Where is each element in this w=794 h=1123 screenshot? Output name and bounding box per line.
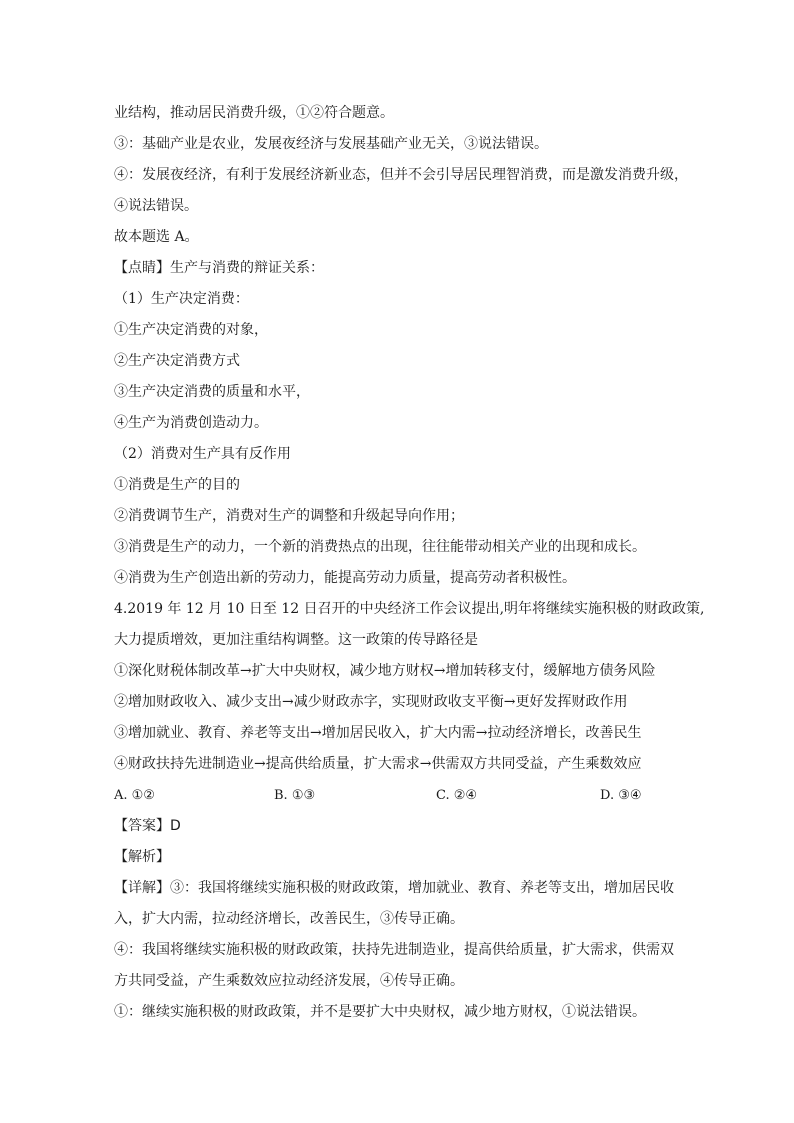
question-item: ③增加就业、教育、养老等支出→增加居民收入，扩大内需→拉动经济增长，改善民生 xyxy=(114,725,642,741)
analysis-line: 【详解】③：我国将继续实施积极的财政政策，增加就业、教育、养老等支出，增加居民收 xyxy=(114,880,674,896)
question-stem: 大力提质增效，更加注重结构调整。这一政策的传导路径是 xyxy=(114,632,478,648)
analysis-line: ④：我国将继续实施积极的财政政策，扶持先进制造业，提高供给质量，扩大需求，供需双 xyxy=(114,942,674,958)
document-page xyxy=(114,98,704,1028)
text-line: ③：基础产业是农业，发展夜经济与发展基础产业无关，③说法错误。 xyxy=(114,136,548,152)
question-item: ②增加财政收入、减少支出→减少财政赤字，实现财政收支平衡→更好发挥财政作用 xyxy=(114,694,628,710)
text-line: 故本题选 A。 xyxy=(114,229,199,245)
text-line: 业结构，推动居民消费升级，①②符合题意。 xyxy=(114,105,394,121)
text-line: ①生产决定消费的对象， xyxy=(114,322,268,338)
question-item: ①深化财税体制改革→扩大中央财权，减少地方财权→增加转移支付，缓解地方债务风险 xyxy=(114,663,656,679)
analysis-line: 入，扩大内需，拉动经济增长，改善民生，③传导正确。 xyxy=(114,911,464,927)
text-line: ①消费是生产的目的 xyxy=(114,477,240,493)
answer-options xyxy=(114,780,704,811)
text-line: ③生产决定消费的质量和水平， xyxy=(114,384,310,400)
question-item: ④财政扶持先进制造业→提高供给质量，扩大需求→供需双方共同受益，产生乘数效应 xyxy=(114,756,642,772)
analysis-label: 【解析】 xyxy=(114,849,170,865)
text-line: ④生产为消费创造动力。 xyxy=(114,415,268,431)
comment-heading: 【点睛】生产与消费的辩证关系： xyxy=(114,260,324,276)
text-line: （1）生产决定消费： xyxy=(114,291,249,307)
option-a: A. ①② xyxy=(114,788,155,803)
analysis-line: ①：继续实施积极的财政政策，并不是要扩大中央财权，减少地方财权，①说法错误。 xyxy=(114,1004,646,1020)
answer-label: 【答案】D xyxy=(114,818,181,834)
text-line: ②消费调节生产，消费对生产的调整和升级起导向作用； xyxy=(114,508,464,524)
text-line: ②生产决定消费方式 xyxy=(114,353,240,369)
text-line: ④：发展夜经济，有利于发展经济新业态，但并不会引导居民理智消费，而是激发消费升级， xyxy=(114,167,688,183)
text-line: ④消费为生产创造出新的劳动力，能提高劳动力质量，提高劳动者积极性。 xyxy=(114,570,576,586)
text-line: （2）消费对生产具有反作用 xyxy=(114,446,291,462)
option-c: C. ②④ xyxy=(436,788,478,803)
analysis-line: 方共同受益，产生乘数效应拉动经济发展，④传导正确。 xyxy=(114,973,464,989)
question-stem: 4.2019 年 12 月 10 日至 12 日召开的中央经济工作会议提出,明年将继续实施积极的财政政策, xyxy=(114,601,705,617)
option-d: D. ③④ xyxy=(600,788,642,803)
option-b: B. ①③ xyxy=(274,788,316,803)
text-line: ③消费是生产的动力，一个新的消费热点的出现，往往能带动相关产业的出现和成长。 xyxy=(114,539,646,555)
text-line: ④说法错误。 xyxy=(114,198,198,214)
